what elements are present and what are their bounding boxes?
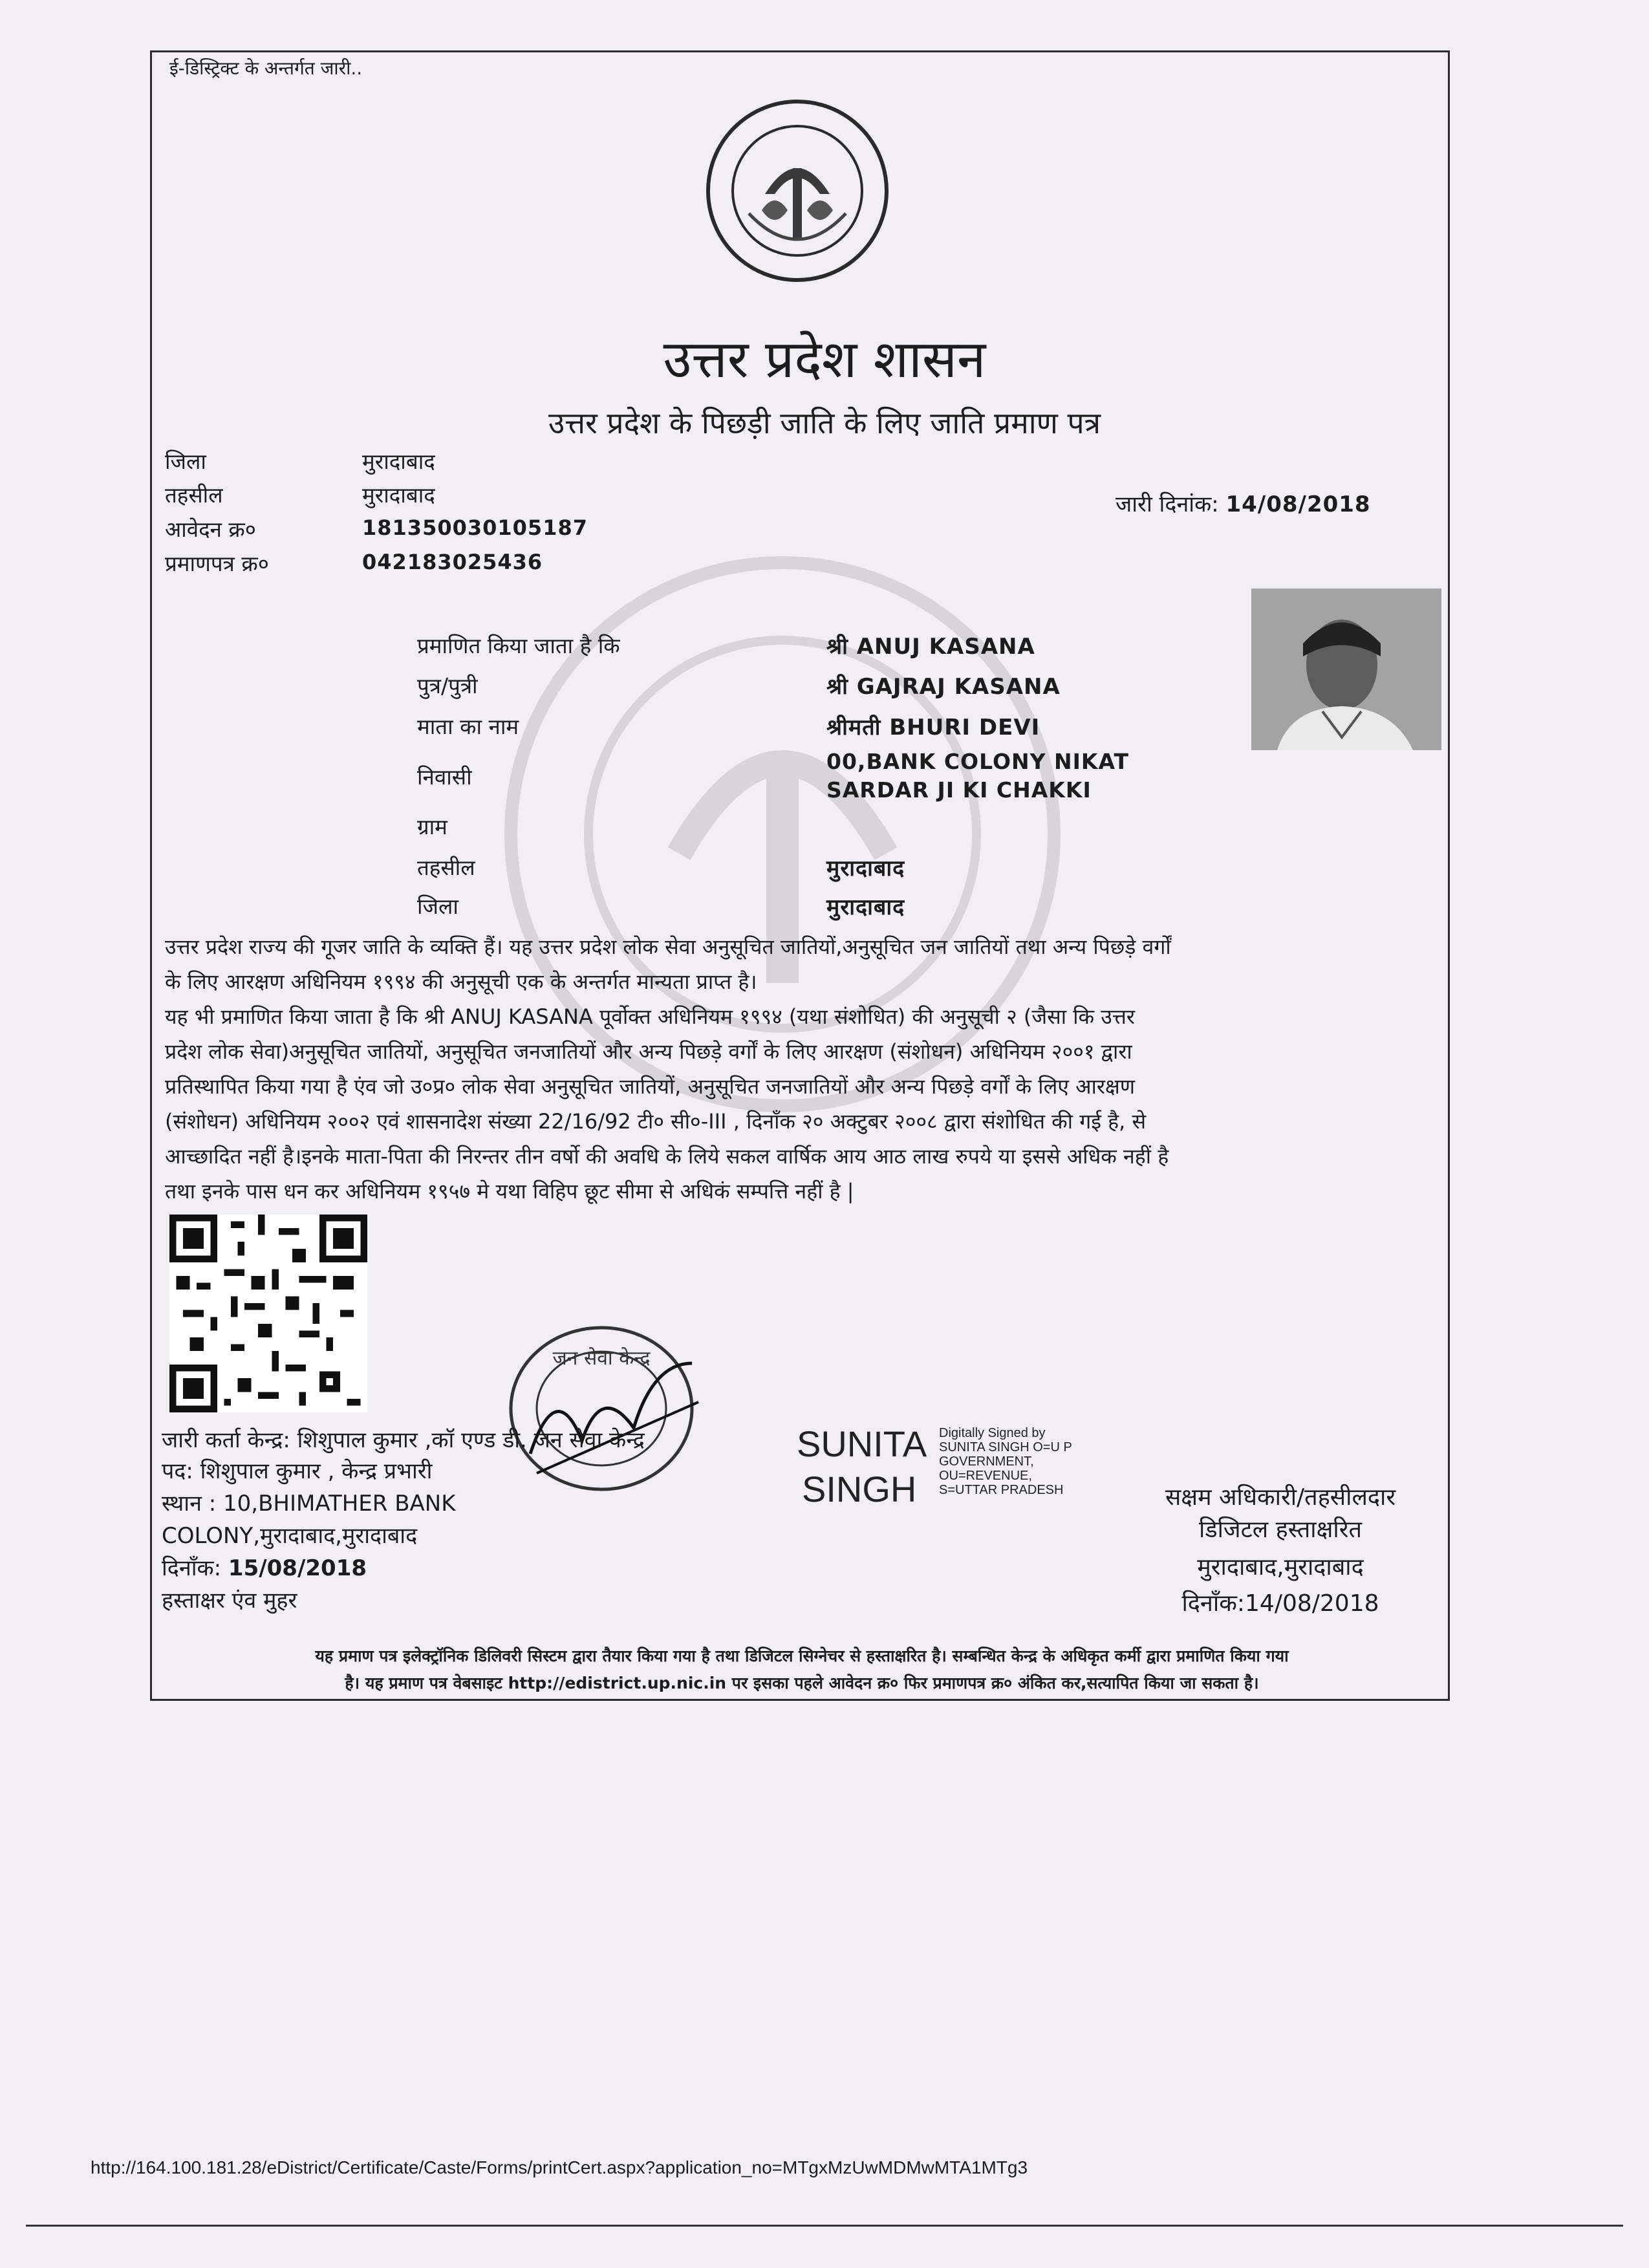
issuing-centre: जारी कर्ता केन्द्र: शिशुपाल कुमार ,कॉ एण्ड डी. जन सेवा केन्द्र [162,1427,645,1453]
sig-meta-line: Digitally Signed by [939,1426,1046,1440]
sig-meta-line: S=UTTAR PRADESH [939,1483,1064,1497]
person-district-value: मुरादाबाद [826,894,905,920]
district-value: मुरादाबाद [362,449,435,474]
competent-authority: सक्षम अधिकारी/तहसीलदार [1165,1484,1396,1511]
issue-date [1116,488,1371,518]
up-government-emblem [704,97,891,285]
seal-text: जन सेवा केन्द्र [552,1347,651,1370]
certification-paragraph-line-1: यह भी प्रमाणित किया जाता है कि श्री ANUJ KASANA पूर्वोक्त अधिनियम १९९४ (यथा संशोधित) की अनुसूची २ (जैसा कि उत्तर [165,1004,1135,1029]
signature-label: हस्ताक्षर एंव मुहर [162,1588,297,1614]
certification-paragraph-line-3: प्रतिस्थापित किया गया है एंव जो उ०प्र० लोक सेवा अनुसूचित जातियों, अनुसूचित जनजातियों और अन्य पिछड़े वर्गों के लिए आरक्षण [165,1074,1136,1099]
tehsil-label: तहसील [165,482,223,508]
sig-meta-line: GOVERNMENT, [939,1454,1034,1469]
village-label: ग्राम [417,814,447,839]
authority-date [1073,1588,1487,1619]
certification-paragraph-line-4: (संशोधन) अधिनियम २००२ एवं शासनादेश संख्या 22/16/92 टी० सी०-III , दिनाँक २० अक्टुबर २००८ द्वारा संशोधित की गई है, से [165,1109,1147,1134]
certificate-title: उत्तर प्रदेश शासन [663,329,986,389]
caste-paragraph-line-2: के लिए आरक्षण अधिनियम १९९४ की अनुसूची एक के अन्तर्गत मान्यता प्राप्त है। [165,969,757,994]
print-url: http://164.100.181.28/eDistrict/Certificate/Caste/Forms/printCert.aspx?application_no=MTgxMzUwMDMwMTA1MTg3 [91,2157,1028,2177]
application-no-value: 181350030105187 [362,515,588,540]
certification-paragraph-line-6: तथा इनके पास धन कर अधिनियम १९५७ मे यथा विहिप छूट सीमा से अधिकं सम्पत्ति नहीं है | [165,1179,854,1204]
issuer-date [162,1552,367,1582]
applicant-photo [1251,589,1441,750]
verification-qr-code [169,1215,367,1412]
issue-date-label: जारी दिनांक: [1116,491,1219,517]
mother-name: श्रीमती BHURI DEVI [826,715,1040,740]
digital-signer-last-name: SINGH [802,1469,917,1509]
parent-label: पुत्र/पुत्री [417,673,478,698]
application-no-label: आवेदन क्र० [165,517,256,542]
person-district-label: जिला [417,894,458,919]
certification-paragraph-line-5: आच्छादित नहीं है।इनके माता-पिता की निरन्तर तीन वर्षो की अवधि के लिये सकल वार्षिक आय आठ लाख रुपये या इससे अधिक नहीं है [165,1144,1169,1169]
address-line-2: SARDAR JI KI CHAKKI [826,777,1092,803]
digital-signature-details [939,1426,1072,1497]
issuer-place-line-2: COLONY,मुरादाबाद,मुरादाबाद [162,1523,418,1549]
bottom-rule [26,2225,1623,2227]
applicant-name: श्री ANUJ KASANA [826,634,1035,660]
certificate-no-label: प्रमाणपत्र क्र० [165,551,269,576]
digital-signer-first-name: SUNITA [797,1423,927,1464]
issuer-post: पद: शिशुपाल कुमार , केन्द्र प्रभारी [162,1458,433,1484]
certificate-no-value: 042183025436 [362,550,543,574]
person-tehsil-label: तहसील [417,855,475,880]
sig-meta-line: SUNITA SINGH O=U P [939,1440,1072,1454]
issuer-date-value: 15/08/2018 [228,1555,367,1581]
district-label: जिला [165,449,206,474]
resident-label: निवासी [417,764,472,790]
authority-date-label: दिनाँक: [1181,1590,1245,1617]
person-tehsil-value: मुरादाबाद [826,856,905,881]
tehsil-value: मुरादाबाद [362,482,435,508]
certified-label: प्रमाणित किया जाता है कि [417,633,620,658]
footnote-line-2: है। यह प्रमाण पत्र वेबसाइट http://edistrict.up.nic.in पर इसका पहले आवेदन क्र० फिर प्रमाणपत्र क्र० अंकित कर,सत्यापित किया जा सकता है। [345,1674,1259,1692]
footnote-line-1: यह प्रमाण पत्र इलेक्ट्रॉनिक डिलिवरी सिस्टम द्वारा तैयार किया गया है तथा डिजिटल सिग्नेचर से हस्ताक्षरित है। सम्बन्धित केन्द्र के अधिकृत कर्मी द्वारा प्रमाणित किया गया [315,1647,1289,1665]
e-district-note: ई-डिस्ट्रिक्ट के अन्तर्गत जारी.. [169,58,363,79]
certificate-subtitle: उत्तर प्रदेश के पिछड़ी जाति के लिए जाति प्रमाण पत्र [548,405,1101,440]
digitally-signed-label: डिजिटल हस्ताक्षरित [1199,1517,1362,1543]
issuer-date-label: दिनाँक: [162,1555,222,1581]
issuer-place-line-1: स्थान : 10,BHIMATHER BANK [162,1491,456,1517]
certification-paragraph-line-2: प्रदेश लोक सेवा)अनुसूचित जातियों, अनुसूचित जनजातियों और अन्य पिछड़े वर्गों के लिए आरक्षण (संशोधन) अधिनियम २००१ द्वारा [165,1039,1132,1064]
issue-date-value: 14/08/2018 [1225,491,1371,517]
caste-paragraph-line-1: उत्तर प्रदेश राज्य की गूजर जाति के व्यक्ति हैं। यह उत्तर प्रदेश लोक सेवा अनुसूचित जातियों,अनुसूचित जन जातियों तथा अन्य पिछड़े वर्गों [165,934,1171,959]
authority-date-value: 14/08/2018 [1245,1590,1379,1617]
parent-name: श्री GAJRAJ KASANA [826,674,1061,700]
authority-location: मुरादाबाद,मुरादाबाद [1197,1554,1364,1581]
address-line-1: 00,BANK COLONY NIKAT [826,749,1129,774]
mother-label: माता का नाम [417,714,519,739]
sig-meta-line: OU=REVENUE, [939,1469,1032,1483]
